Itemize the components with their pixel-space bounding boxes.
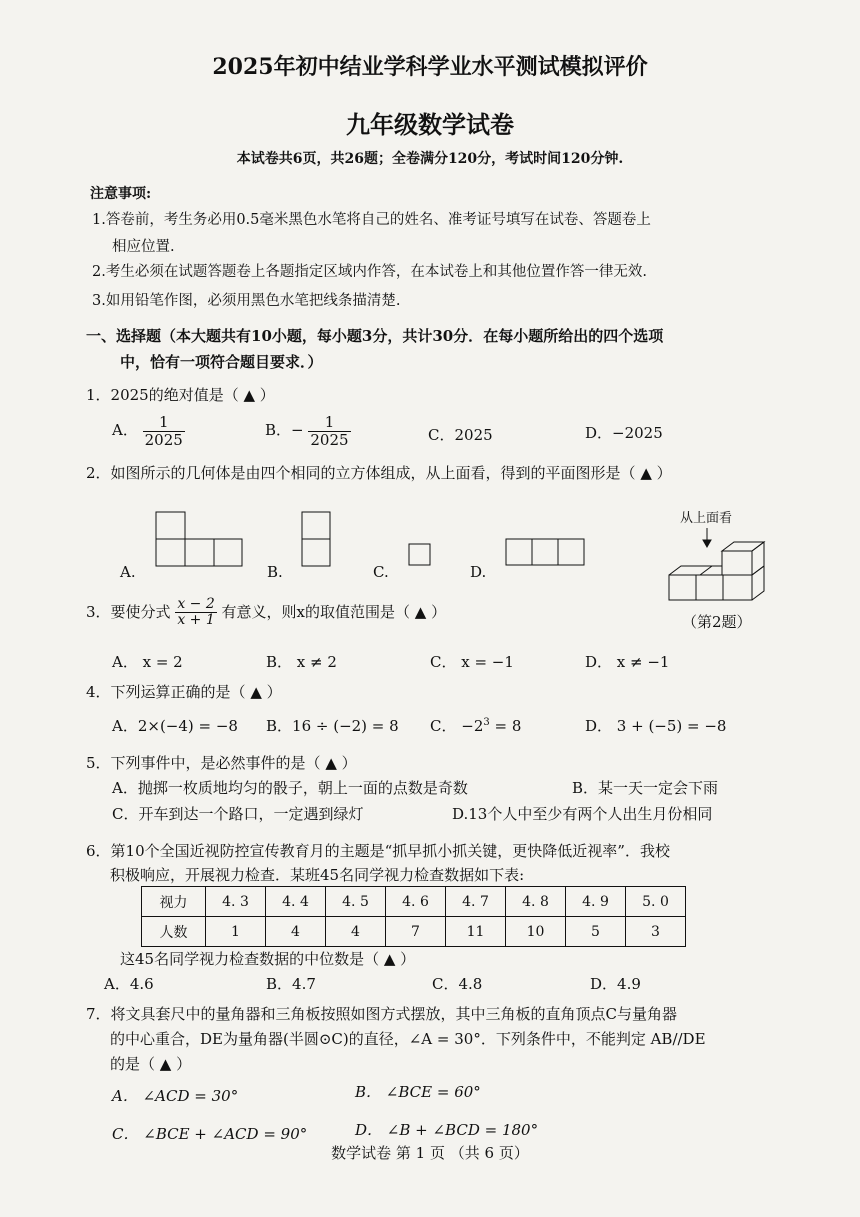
q4-stem: 4．下列运算正确的是（ ▲ ） [86,683,282,701]
q4-option-a: A．2×(−4) = −8 [112,717,238,735]
q7-option-a: A． ∠ACD = 30° [112,1087,239,1105]
section1-heading: 一、选择题（本大题共有10小题，每小题3分，共计30分．在每小题所给出的四个选项 [86,327,664,345]
q2-option-c-label: C. [373,563,389,581]
table-cell: 7 [386,917,446,947]
table-cell: 4. 6 [386,887,446,917]
q2-option-b-shape [302,512,330,566]
q3-option-b: B． x ≠ 2 [266,653,337,671]
table-cell: 4. 7 [446,887,506,917]
q6-stem-line2: 积极响应，开展视力检查．某班45名同学视力检查数据如下表: [110,866,525,884]
q2-figure-caption: （第2题） [682,613,752,631]
q3-stem: 3．要使分式 $\frac{x - 2}{x + 1}$ 有意义，则x的取值范围是（ ▲ ） [86,596,447,629]
vision-table [141,886,686,947]
q5-option-a: A．抛掷一枚质地均匀的骰子，朝上一面的点数是奇数 [112,779,468,797]
table-cell: 11 [446,917,506,947]
q4-option-d: D． 3 + (−5) = −8 [585,717,727,735]
q6-option-b: B．4.7 [266,975,316,993]
table-cell: 视力 [142,887,206,917]
q6-option-d: D．4.9 [590,975,641,993]
table-cell: 4. 9 [566,887,626,917]
q1-a-fraction: $\frac{1}{2025}$ [144,413,183,449]
table-cell: 4. 3 [206,887,266,917]
q1-option-a: A． $\frac{1}{2025}$ [112,413,183,449]
table-cell: 3 [626,917,686,947]
table-cell: 人数 [142,917,206,947]
q3-option-c: C． x = −1 [430,653,514,671]
table-cell: 5 [566,917,626,947]
table-cell: 10 [506,917,566,947]
exam-info: 本试卷共6页，共26题；全卷满分120分，考试时间120分钟. [236,151,624,167]
q7-stem-line2: 的中心重合，DE为量角器(半圆⊙C)的直径，∠A = 30°．下列条件中，不能判定 AB//DE [110,1030,706,1048]
q6-option-c: C．4.8 [432,975,483,993]
q5-stem: 5．下列事件中，是必然事件的是（ ▲ ） [86,754,357,772]
q6-question: 这45名同学视力检查数据的中位数是（ ▲ ） [120,950,416,968]
q1-option-c: C．2025 [428,426,493,444]
q1-option-b: B．− $\frac{1}{2025}$ [265,413,349,449]
q3-option-a: A． x = 2 [112,653,183,671]
section1-heading-cont: 中，恰有一项符合题目要求．） [120,353,323,371]
q2-option-a-label: A. [120,563,136,581]
q5-option-c: C．开车到达一个路口，一定遇到绿灯 [112,805,364,823]
q4-option-c: C． $-2^3 = 8$ [430,717,522,735]
q5-option-d: D.13个人中至少有两个人出生月份相同 [452,805,713,823]
exam-subtitle: 九年级数学试卷 [346,110,514,139]
q7-option-b: B． ∠BCE = 60° [355,1083,481,1101]
q7-option-c: C． ∠BCE + ∠ACD = 90° [112,1125,308,1143]
notice-item-1-cont: 相应位置. [112,239,175,255]
q2-option-d-label: D. [470,563,487,581]
notice-item-1: 1.答卷前，考生务必用0.5毫米黑色水笔将自己的姓名、准考证号填写在试卷、答题卷上 [92,212,651,228]
q7-stem-line3: 的是（ ▲ ） [110,1055,192,1073]
q2-option-a-shape [156,512,242,566]
table-cell: 5. 0 [626,887,686,917]
q1-stem: 1．2025的绝对值是（ ▲ ） [86,386,275,404]
table-row [142,887,686,917]
q3-option-d: D． x ≠ −1 [585,653,670,671]
table-row [142,917,686,947]
q7-option-d: D． ∠B + ∠BCD = 180° [355,1121,539,1139]
table-cell: 1 [206,917,266,947]
q1-b-fraction: $\frac{1}{2025}$ [310,413,349,449]
q2-option-b-label: B. [267,563,283,581]
q4-option-b: B．16 ÷ (−2) = 8 [266,717,399,735]
table-cell: 4. 4 [266,887,326,917]
q5-option-b: B．某一天一定会下雨 [572,779,719,797]
table-cell: 4 [326,917,386,947]
q7-stem-line1: 7．将文具套尺中的量角器和三角板按照如图方式摆放，其中三角板的直角顶点C与量角器 [86,1005,678,1023]
table-cell: 4. 5 [326,887,386,917]
q6-option-a: A．4.6 [104,975,154,993]
q6-stem-line1: 6．第10个全国近视防控宣传教育月的主题是“抓早抓小抓关键，更快降低近视率”．我校 [86,842,670,860]
q2-view-label: 从上面看 [680,511,733,526]
page-footer: 数学试卷 第 1 页 （共 6 页） [331,1144,529,1162]
q2-option-c-shape [409,544,430,565]
table-cell: 4 [266,917,326,947]
exam-title: 2025年初中结业学科学业水平测试模拟评价 [212,54,648,80]
table-cell: 4. 8 [506,887,566,917]
notice-item-2: 2.考生必须在试题答题卷上各题指定区域内作答，在本试卷上和其他位置作答一律无效. [92,264,647,280]
q2-stem: 2．如图所示的几何体是由四个相同的立方体组成，从上面看，得到的平面图形是（ ▲ ） [86,464,672,482]
q1-option-d: D．−2025 [585,424,663,442]
q2-solid-figure [669,542,764,600]
notice-title: 注意事项: [90,186,152,202]
q2-option-d-shape [506,539,584,565]
notice-item-3: 3.如用铅笔作图，必须用黑色水笔把线条描清楚. [92,293,401,309]
q3-fraction: $\frac{x - 2}{x + 1}$ [177,596,215,629]
